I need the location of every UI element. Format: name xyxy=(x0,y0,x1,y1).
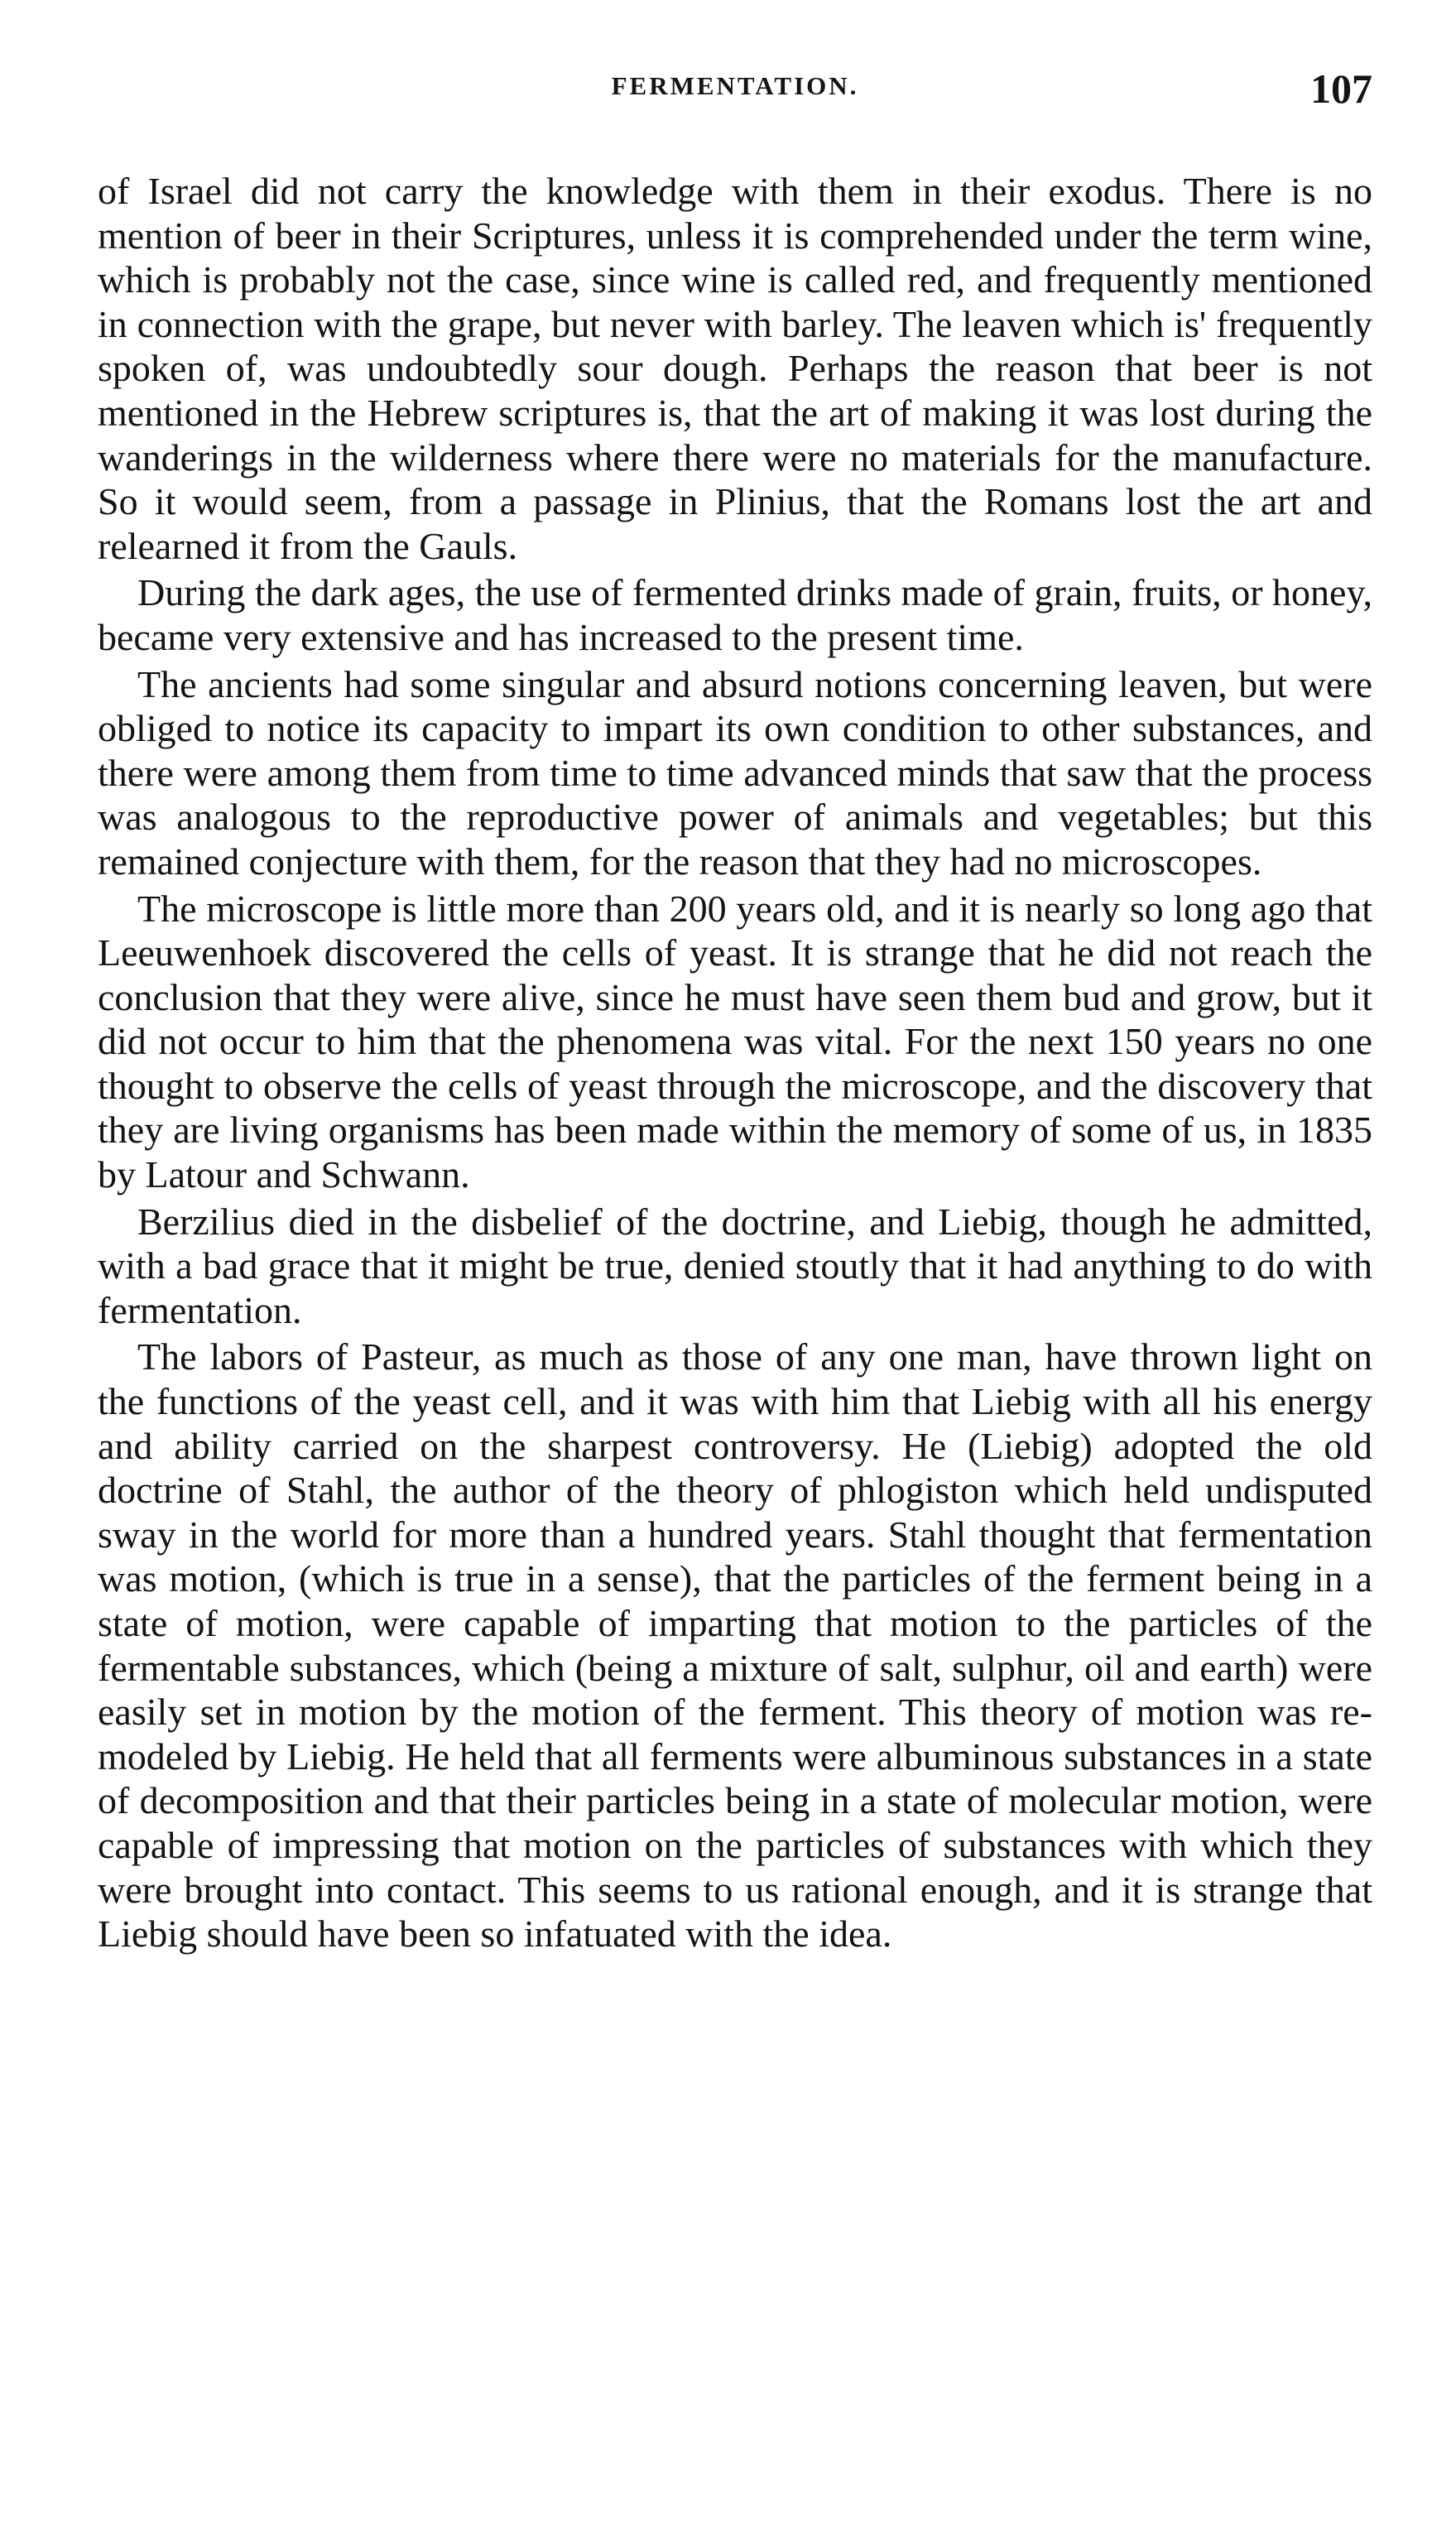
running-title: FERMENTATION. xyxy=(611,71,859,100)
paragraph-pasteur: The labors of Pasteur, as much as those of any one man, have thrown light on the functions of the yeast cell, and it was with him that Liebig with all his energy and ability carried on the sharpest controversy. He (Liebig) adopted the old doctrine of Stahl, the author of the theory of phlogiston which held undisputed sway in the world for more than a hundred years. Stahl thought that fermentation was motion, (which is true in a sense), that the particles of the ferment being in a state of motion, were capable of imparting that motion to the particles of the fermentable substances, which (being a mixture of salt, sulphur, oil and earth) were easily set in motion by the motion of the ferment. This theory of motion was re-modeled by Liebig. He held that all ferments were albuminous substances in a state of decomposition and that their particles being in a state of molecular motion, were capable of impressing that motion on the particles of substances with which they were brought into contact. This seems to us rational enough, and it is strange that Liebig should have been so infatuated with the idea. xyxy=(98,1335,1372,1956)
paragraph-ancients: The ancients had some singular and absurd notions concerning leaven, but were obliged to notice its capacity to impart its own condition to other substances, and there were among them from time to time advanced minds that saw that the process was analogous to the reproductive power of animals and vegetables; but this remained conjecture with them, for the reason that they had no microscopes. xyxy=(98,662,1372,883)
body-text xyxy=(98,169,1372,1956)
paragraph-microscope: The microscope is little more than 200 years old, and it is nearly so long ago that Leeuwenhoek discovered the cells of yeast. It is strange that he did not reach the conclusion that they were alive, since he must have seen them bud and grow, but it did not occur to him that the phenomena was vital. For the next 150 years no one thought to observe the cells of yeast through the microscope, and the discovery that they are living organisms has been made within the memory of some of us, in 1835 by Latour and Schwann. xyxy=(98,887,1372,1196)
paragraph-continued: of Israel did not carry the knowledge with them in their exodus. There is no mention of beer in their Scriptures, unless it is comprehended under the term wine, which is probably not the case, since wine is called red, and frequently mentioned in connection with the grape, but never with barley. The leaven which is' frequently spoken of, was undoubtedly sour dough. Perhaps the reason that beer is not mentioned in the Hebrew scriptures is, that the art of making it was lost during the wanderings in the wilderness where there were no materials for the manufacture. So it would seem, from a passage in Plinius, that the Romans lost the art and relearned it from the Gauls. xyxy=(98,170,1372,567)
page-number: 107 xyxy=(1310,65,1372,112)
paragraph-berzilius: Berzilius died in the disbelief of the doctrine, and Liebig, though he admitted, with a bad grace that it might be true, denied stoutly that it had anything to do with fermentation. xyxy=(98,1200,1372,1331)
book-page xyxy=(98,65,1372,1956)
paragraph-dark-ages: During the dark ages, the use of fermented drinks made of grain, fruits, or honey, became very extensive and has increased to the present time. xyxy=(98,571,1372,658)
running-header xyxy=(98,65,1372,127)
